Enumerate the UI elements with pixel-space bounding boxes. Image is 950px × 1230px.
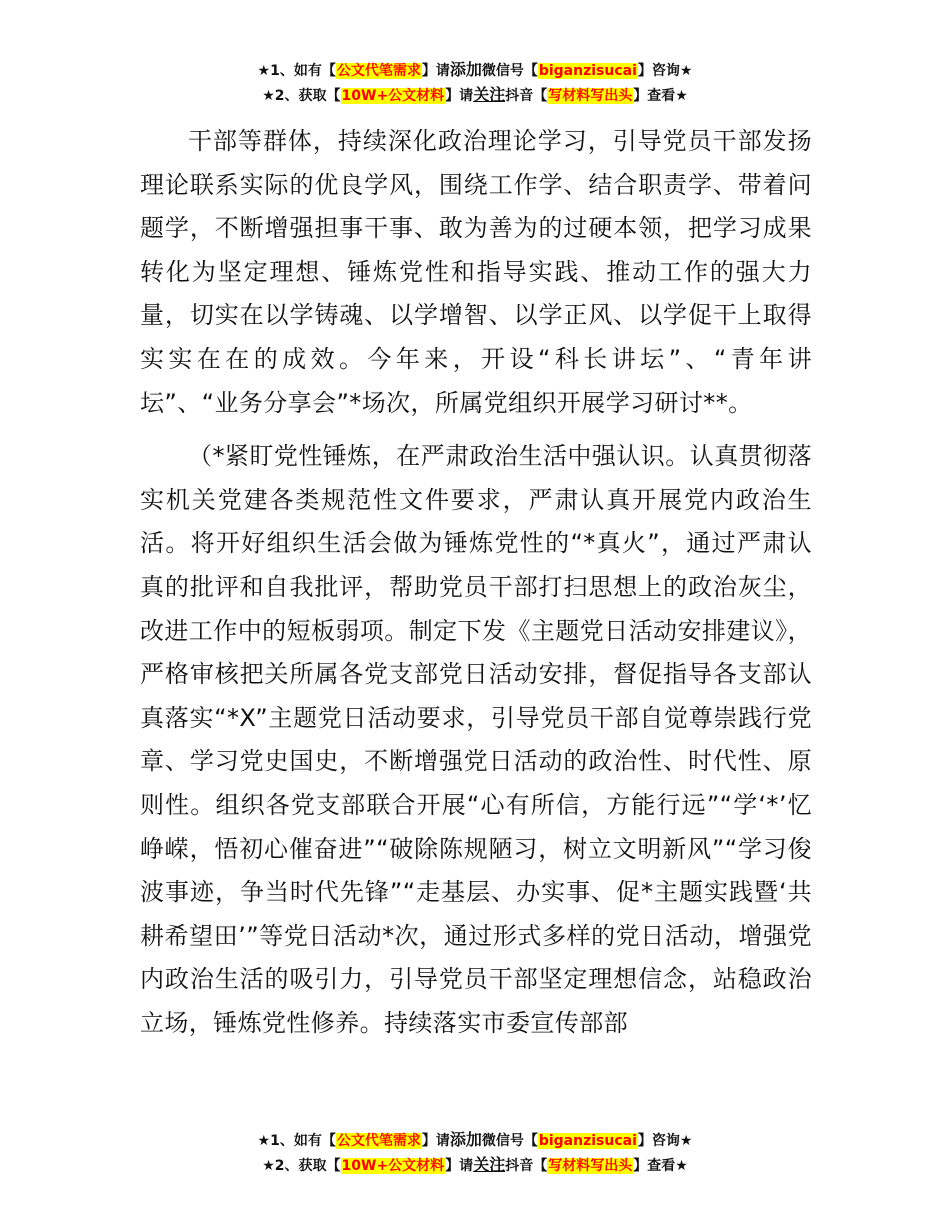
banner-emphasis: 关注 — [473, 85, 506, 104]
banner-text: 】查看★ — [633, 1158, 688, 1174]
body-paragraph-1: 干部等群体，持续深化政治理论学习，引导党员干部发扬理论联系实际的优良学风，围绕工作学、结合职责学、带着问题学，不断增强担事干事、敢为善为的过硬本领，把学习成果转化为坚定理想、锤炼党性和指导实践、推动工作的强大力量，切实在以学铸魂、以学增智、以学正风、以学促干上取得实实在在的成效。今年来，开设“科长讲坛”、“青年讲坛”、“业务分享会”*场次，所属党组织开展学习研讨**。 — [140, 127, 812, 417]
body-paragraph-2: （*紧盯党性锤炼，在严肃政治生活中强认识。认真贯彻落实机关党建各类规范性文件要求，严肃认真开展党内政治生活。将开好组织生活会做为锤炼党性的“*真火”，通过严肃认真的批评和自我批评，帮助党员干部打扫思想上的政治灰尘，改进工作中的短板弱项。制定下发《主题党日活动安排建议》，严格审核把关所属各党支部党日活动安排，督促指导各支部认真落实“*X”主题党日活动要求，引导党员干部自觉尊崇践行党章、学习党史国史，不断增强党日活动的政治性、时代性、原则性。组织各党支部联合开展“心有所信，方能行远”“学‘*’忆峥嵘，悟初心催奋进”“破除陈规陋习，树立文明新风”“学习俊波事迹，争当时代先锋”“走基层、办实事、促*主题实践暨‘共耕希望田’”等党日活动*次，通过形式多样的党日活动，增强党内政治生活的吸引力，引导党员干部坚定理想信念，站稳政治立场，锤炼党性修养。持续落实市委宣传部部 — [140, 442, 812, 1037]
banner-text: 】请 — [445, 88, 474, 104]
header-banner — [0, 58, 950, 108]
footer-banner — [0, 1128, 950, 1178]
banner-text: 】请 — [445, 1158, 474, 1174]
highlight-douyin-id: 写材料写出头 — [548, 88, 633, 104]
banner-text: 】请 — [421, 1133, 450, 1149]
banner-emphasis: 添加 — [449, 60, 482, 79]
banner-text: ★2、获取【 — [262, 1158, 341, 1174]
highlight-materials: 10W+公文材料 — [341, 1158, 445, 1174]
highlight-service: 公文代笔需求 — [336, 1133, 421, 1149]
banner-emphasis: 关注 — [473, 1155, 506, 1174]
header-banner-line-2 — [0, 83, 950, 108]
highlight-douyin-id: 写材料写出头 — [548, 1158, 633, 1174]
banner-text: ★1、如有【 — [257, 1133, 336, 1149]
banner-text: 】请 — [421, 63, 450, 79]
highlight-materials: 10W+公文材料 — [341, 88, 445, 104]
banner-text: 抖音【 — [505, 88, 548, 104]
banner-text: 微信号【 — [481, 63, 538, 79]
banner-text: 】咨询★ — [637, 1133, 693, 1149]
banner-text: ★2、获取【 — [262, 88, 341, 104]
banner-text: ★1、如有【 — [257, 63, 336, 79]
banner-text: 抖音【 — [505, 1158, 548, 1174]
banner-text: 】咨询★ — [637, 63, 693, 79]
banner-emphasis: 添加 — [449, 1130, 482, 1149]
banner-text: 微信号【 — [481, 1133, 538, 1149]
highlight-wechat-id: biganzisucai — [538, 1133, 637, 1149]
highlight-service: 公文代笔需求 — [336, 63, 421, 79]
footer-banner-line-1 — [0, 1128, 950, 1153]
header-banner-line-1 — [0, 58, 950, 83]
footer-banner-line-2 — [0, 1153, 950, 1178]
highlight-wechat-id: biganzisucai — [538, 63, 637, 79]
document-body — [140, 120, 812, 1045]
banner-text: 】查看★ — [633, 88, 688, 104]
